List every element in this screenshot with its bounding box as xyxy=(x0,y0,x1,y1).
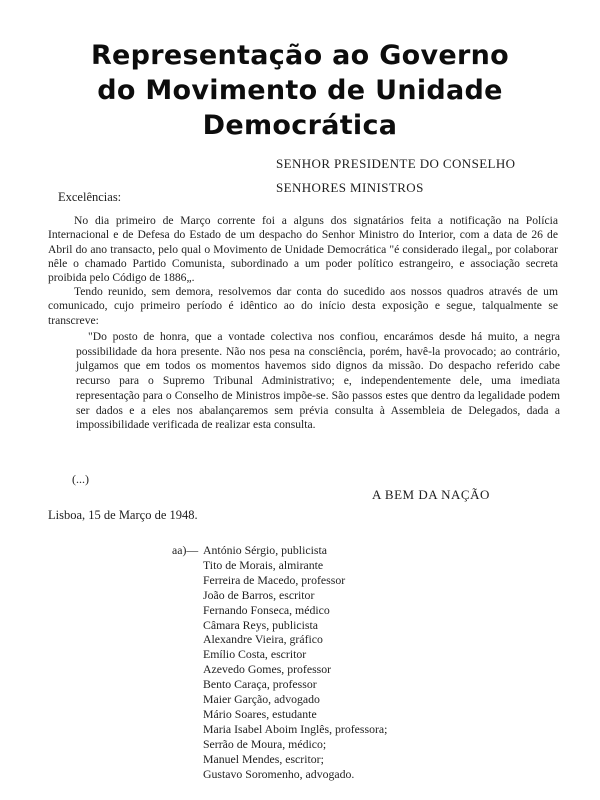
addressee-president: SENHOR PRESIDENTE DO CONSELHO xyxy=(276,156,516,171)
signer-entry: Serrão de Moura, médico; xyxy=(203,736,327,751)
signer-entry: João de Barros, escritor xyxy=(203,587,315,602)
signer-entry: Fernando Fonseca, médico xyxy=(203,602,330,617)
paragraph-1 xyxy=(48,214,558,285)
addressee-ministers: SENHORES MINISTROS xyxy=(276,180,424,195)
salutation: Excelências: xyxy=(58,190,122,204)
signer-entry: Tito de Morais, almirante xyxy=(203,557,324,572)
signer-entry: Azevedo Gomes, professor xyxy=(203,662,332,677)
signer-entry: Ferreira de Macedo, professor xyxy=(203,572,346,587)
signer-entry: Gustavo Soromenho, advogado. xyxy=(203,766,355,781)
closing-motto: A BEM DA NAÇÃO xyxy=(372,487,490,502)
title-line-1: Representação ao Governo xyxy=(90,40,510,71)
signer-entry xyxy=(172,543,387,558)
ellipsis: (...) xyxy=(72,472,89,486)
signer-entry: Maria Isabel Aboim Inglês, professora; xyxy=(203,721,388,736)
title-line-2: do Movimento de Unidade xyxy=(97,75,503,106)
signer-entry: Bento Caraça, professor xyxy=(203,677,317,692)
signer-entry: Maier Garção, advogado xyxy=(203,692,320,707)
paragraph-1-text: No dia primeiro de Março corrente foi a alguns dos signatários feita a notificação na Polícia Internacional e de Defesa do Estado de um despacho do Senhor Ministro do Interior, com a data de 26 de Abril do ano transacto, pelo qual o Movimento de Unidade Democrática "é considerado ilegal„ por colaborar nêle o chamado Partido Comunista, subordinado a um poder político estrangeiro, e associação secreta proibida pelo Código de 1886„. xyxy=(48,214,558,285)
signers-prefix: aa)— xyxy=(172,543,199,557)
place-date: Lisboa, 15 de Março de 1948. xyxy=(48,508,198,522)
paragraph-2-text: Tendo reunido, sem demora, resolvemos dar conta do sucedido aos nossos quadros através de um comunicado, cujo primeiro período é idêntico ao do início desta exposição e segue, talqualmente se transcreve: xyxy=(48,285,558,327)
quoted-communique: "Do posto de honra, que a vontade colectiva nos confiou, encarámos desde há muito, a negra possibilidade da hora presente. Não nos pesa na consciência, porém, havê-la provocado; ao contrário, julgamos que em todos os momentos havemos sido dignos da missão. Do despacho referido cabe recurso para o Supremo Tribunal Administrativo; e, independentemente dele, uma imediata representação para o Conselho de Ministros impõe-se. São passos estes que dentro da legalidade podem ser dados e a eles nos abalançaremos sem prévia consulta à Assembleia de Delegados, dada a impossibilidade verificada de realizar esta consulta. xyxy=(76,330,560,432)
signer-name: António Sérgio, publicista xyxy=(203,543,327,557)
signatories-list xyxy=(172,543,387,782)
document-title xyxy=(40,38,560,143)
paragraph-2 xyxy=(48,285,558,328)
title-line-3: Democrática xyxy=(202,110,398,141)
signer-entry: Câmara Reys, publicista xyxy=(203,617,318,632)
signer-entry: Emílio Costa, escritor xyxy=(203,647,307,662)
signer-entry: Alexandre Vieira, gráfico xyxy=(203,632,323,647)
signer-entry: Manuel Mendes, escritor; xyxy=(203,751,324,766)
signer-entry: Mário Soares, estudante xyxy=(203,706,317,721)
